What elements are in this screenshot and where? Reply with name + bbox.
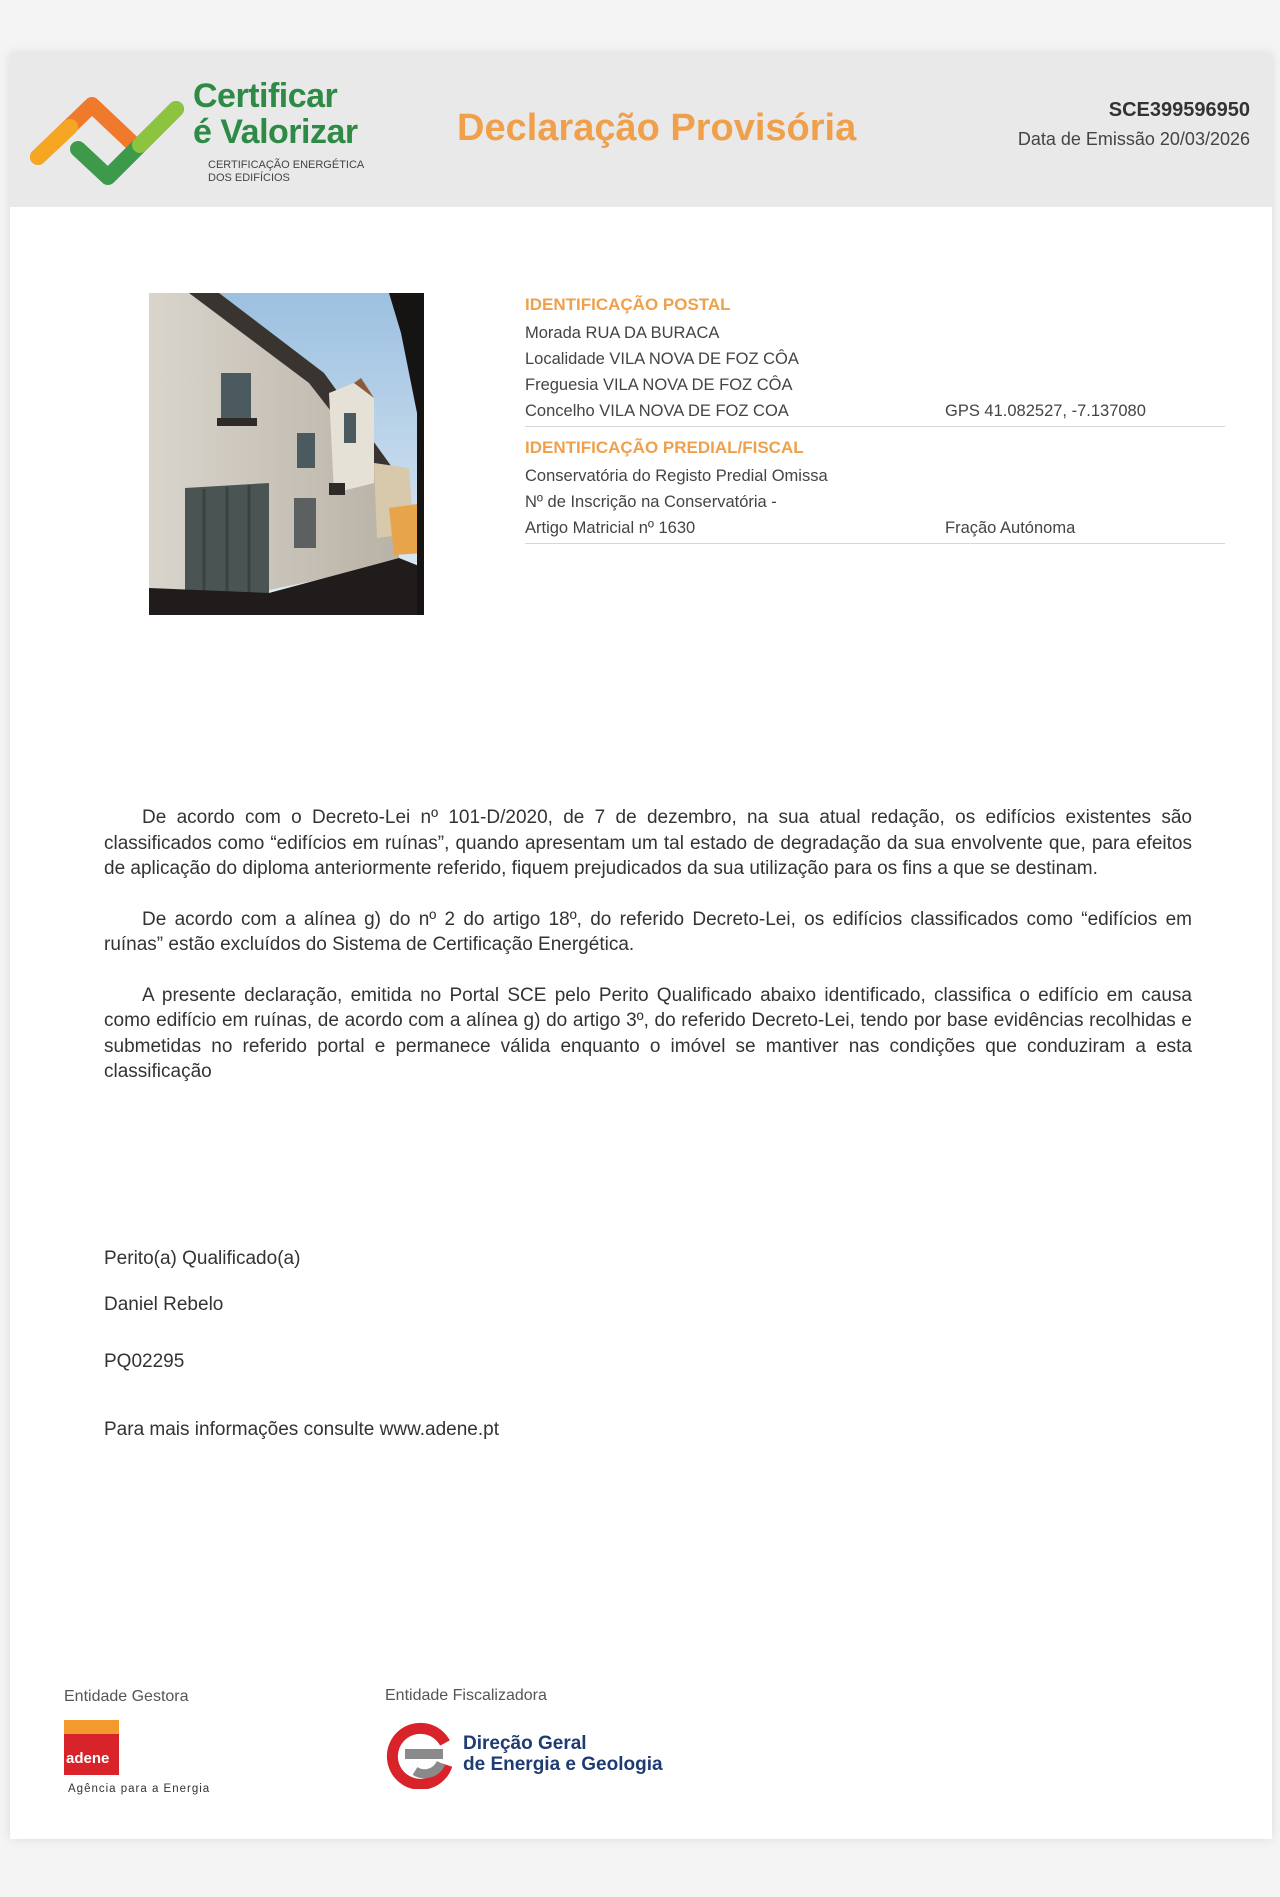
concelho-row: [525, 398, 1225, 424]
logo-line-2: é Valorizar: [193, 113, 358, 151]
dgeg-line-2: de Energia e Geologia: [463, 1754, 663, 1775]
localidade-value: Localidade VILA NOVA DE FOZ CÔA: [525, 350, 799, 368]
certificate-number: SCE399596950: [1108, 99, 1250, 121]
logo-line-1: Certificar: [193, 77, 338, 115]
inscricao-value: Nº de Inscrição na Conservatória -: [525, 493, 777, 511]
building-photo: [149, 293, 424, 615]
localidade-row: [525, 346, 1225, 372]
dgeg-emblem-icon: [385, 1719, 455, 1789]
fiscal-section-title: IDENTIFICAÇÃO PREDIAL/FISCAL: [525, 438, 804, 457]
morada-value: Morada RUA DA BURACA: [525, 324, 720, 342]
checkmark-house-icon: [30, 79, 190, 189]
document-header: [10, 53, 1272, 207]
dgeg-name: [463, 1733, 663, 1775]
declaration-page: [10, 53, 1272, 1839]
divider: [525, 426, 1225, 427]
paragraph-1: De acordo com o Decreto-Lei nº 101-D/2020, de 7 de dezembro, na sua atual redação, os edifícios existentes são classificados como “edifícios em ruínas”, quando apresentam um tal estado de degradação da sua envolvente que, para efeitos de aplicação do diploma anteriormente referido, fiquem prejudicados da sua utilização para os fins a que se destinam.: [104, 807, 1192, 879]
gps-value: GPS 41.082527, -7.137080: [945, 402, 1146, 420]
artigo-row: [525, 515, 1225, 541]
certificar-logo: [30, 63, 390, 203]
adene-logo-text: adene: [66, 1750, 110, 1767]
logo-subtitle: CERTIFICAÇÃO ENERGÉTICA DOS EDIFÍCIOS: [208, 159, 364, 184]
document-title: Declaração Provisória: [457, 107, 857, 149]
gestora-label: Entidade Gestora: [64, 1688, 189, 1705]
declaration-body: [104, 805, 1192, 1110]
freguesia-value: Freguesia VILA NOVA DE FOZ CÔA: [525, 376, 793, 394]
fiscalizadora-label: Entidade Fiscalizadora: [385, 1687, 547, 1704]
dgeg-line-1: Direção Geral: [463, 1733, 587, 1754]
morada-row: [525, 320, 1225, 346]
emission-date: Data de Emissão 20/03/2026: [1017, 129, 1250, 149]
expert-id: PQ02295: [104, 1351, 185, 1372]
paragraph-3: A presente declaração, emitida no Portal SCE pelo Perito Qualificado abaixo identificado, classifica o edifício em causa como edifício em ruínas, de acordo com a alínea g) do artigo 3º, do referido Decreto-Lei, tendo por base evidências recolhidas e submetidas no referido portal e permanece válida enquanto o imóvel se mantiver nas condições que conduziram a esta classificação: [104, 984, 1192, 1082]
postal-section-title: IDENTIFICAÇÃO POSTAL: [525, 295, 731, 314]
expert-name: Daniel Rebelo: [104, 1294, 224, 1315]
conservatoria-value: Conservatória do Registo Predial Omissa: [525, 467, 828, 485]
expert-role: Perito(a) Qualificado(a): [104, 1248, 301, 1269]
adene-logo: [64, 1720, 264, 1820]
paragraph-2: De acordo com a alínea g) do nº 2 do artigo 18º, do referido Decreto-Lei, os edifícios classificados como “edifícios em ruínas” estão excluídos do Sistema de Certificação Energética.: [104, 908, 1192, 955]
artigo-value: Artigo Matricial nº 1630: [525, 519, 696, 537]
dgeg-logo: [385, 1713, 685, 1803]
adene-mark: [64, 1720, 119, 1775]
divider: [525, 543, 1225, 544]
conservatoria-row: [525, 463, 1225, 489]
freguesia-row: [525, 372, 1225, 398]
identification-panel: [525, 294, 1225, 554]
more-info-text: Para mais informações consulte www.adene.pt: [104, 1419, 499, 1440]
fracao-value: Fração Autónoma: [945, 519, 1076, 537]
adene-tagline: Agência para a Energia: [68, 1783, 211, 1795]
inscricao-row: [525, 489, 1225, 515]
concelho-value: Concelho VILA NOVA DE FOZ COA: [525, 402, 789, 420]
